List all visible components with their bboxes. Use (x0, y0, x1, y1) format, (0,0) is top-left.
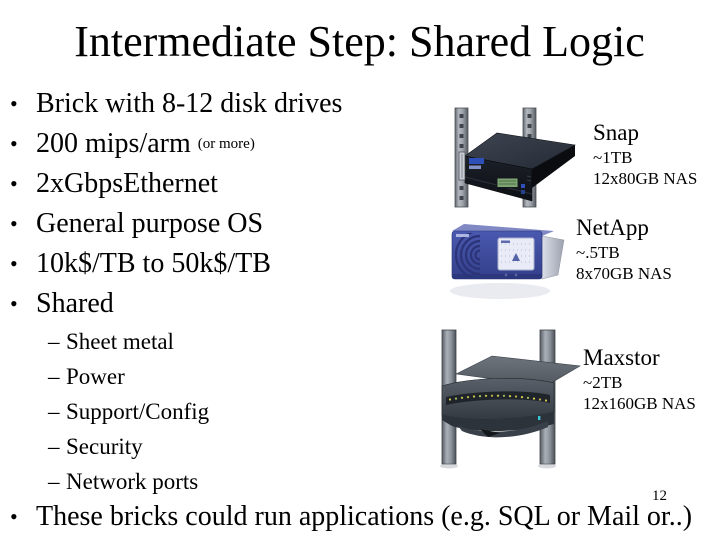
sub-bullet-text: Sheet metal (66, 328, 174, 354)
sub-bullet-item (8, 359, 428, 394)
snap-server-image (447, 104, 585, 212)
bullet-text: 2xGbpsEthernet (36, 168, 218, 199)
page-number: 12 (652, 488, 667, 504)
bullet-dot: • (10, 504, 18, 529)
sub-bullet-text: Security (66, 433, 143, 459)
bullet-dot: • (10, 291, 18, 316)
netapp-label (576, 214, 672, 284)
bullet-dot: • (10, 251, 18, 276)
bullet-dot: • (10, 131, 18, 156)
closing-bullet (8, 500, 716, 534)
front-screen-panel (498, 238, 534, 270)
bullet-suffix: (or more) (197, 135, 255, 152)
sub-bullet-dash: – (48, 328, 60, 354)
sub-bullet-list (8, 324, 428, 499)
bullet-item (8, 124, 453, 164)
sub-bullet-text: Support/Config (66, 398, 210, 424)
bullet-item (8, 284, 453, 324)
bullet-text: General purpose OS (36, 208, 264, 239)
reflection (450, 283, 550, 299)
sub-bullet-dash: – (48, 468, 60, 494)
device-name: Maxstor (583, 345, 660, 370)
device-config: 12x160GB NAS (583, 394, 696, 413)
sub-bullet-item (8, 324, 428, 359)
sub-bullet-dash: – (48, 433, 60, 459)
maxstor-label (583, 344, 696, 414)
closing-bullet-text: These bricks could run applications (e.g. SQL or Mail or..) (36, 501, 693, 532)
bullet-dot: • (10, 91, 18, 116)
snap-label (593, 119, 697, 189)
bullet-item (8, 164, 453, 204)
bullet-item (8, 84, 453, 124)
device-config: 8x70GB NAS (576, 264, 672, 283)
slide-title: Intermediate Step: Shared Logic (74, 17, 645, 66)
snap-chassis (459, 133, 575, 201)
sub-bullet-item (8, 464, 428, 499)
bullet-text: 200 mips/arm (36, 128, 191, 159)
bullet-text: Brick with 8-12 disk drives (36, 88, 343, 119)
maxstor-server-image (428, 328, 588, 470)
bullet-text: 10k$/TB to 50k$/TB (36, 248, 271, 279)
netapp-chassis (452, 224, 564, 279)
device-capacity: ~.5TB (576, 243, 620, 262)
bullet-item (8, 204, 453, 244)
main-bullet-list (8, 84, 453, 324)
sub-bullet-item (8, 429, 428, 464)
device-capacity: ~1TB (593, 148, 633, 167)
device-capacity: ~2TB (583, 373, 623, 392)
sub-bullet-item (8, 394, 428, 429)
maxstor-chassis (442, 356, 580, 437)
sub-bullet-text: Power (66, 363, 125, 389)
sub-bullet-dash: – (48, 363, 60, 389)
bullet-dot: • (10, 171, 18, 196)
sub-bullet-dash: – (48, 398, 60, 424)
device-config: 12x80GB NAS (593, 169, 698, 188)
bullet-dot: • (10, 211, 18, 236)
device-name: NetApp (576, 215, 649, 240)
device-name: Snap (593, 120, 639, 145)
bullet-text: Shared (36, 288, 114, 319)
bullet-item (8, 244, 453, 284)
netapp-filer-image (446, 211, 578, 311)
sub-bullet-text: Network ports (66, 468, 199, 494)
